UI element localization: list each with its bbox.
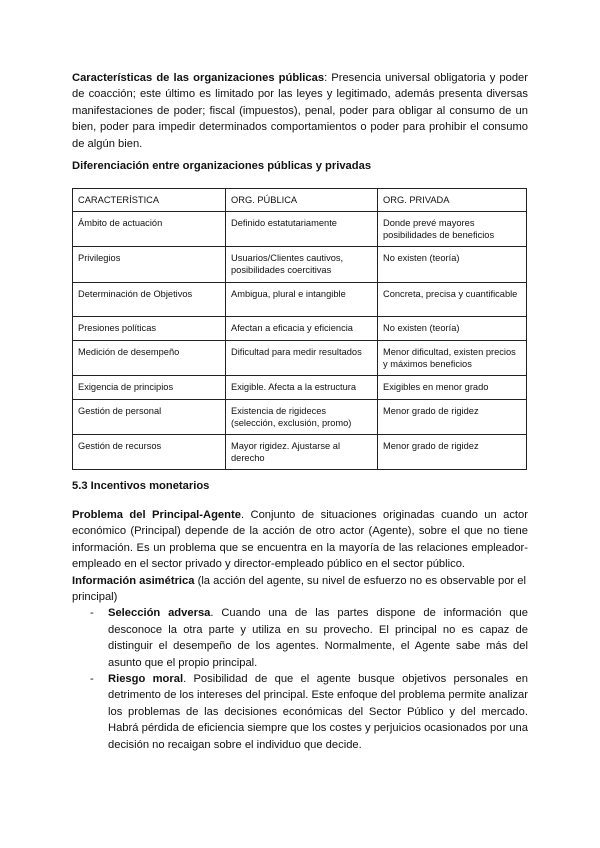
table-row: [73, 434, 527, 469]
table-cell: Donde prevé mayores posibilidades de beneficios: [378, 211, 527, 246]
table-cell: Gestión de recursos: [73, 434, 226, 469]
table-row: [73, 211, 527, 246]
info-asimetrica-text: (la acción del agente, su nivel de esfuerzo no es observable por el principal): [72, 574, 526, 604]
body-section: [72, 507, 528, 753]
table-cell: Usuarios/Clientes cautivos, posibilidades coercitivas: [226, 246, 378, 282]
dash-bullet: -: [90, 673, 94, 686]
info-asimetrica-paragraph: [72, 573, 528, 606]
table-cell: Existencia de rigideces (selección, exclusión, promo): [226, 399, 378, 434]
table-heading: Diferenciación entre organizaciones públicas y privadas: [72, 160, 372, 172]
table-row: [73, 246, 527, 282]
bullet-item: [72, 671, 528, 753]
principal-agente-text: . Conjunto de situaciones originadas cuando un actor económico (Principal) depende de la acción de otro actor (Agente), sobre el que no tiene información. Es un problema que se encuentra en la mayoría de las relaciones empleador-empleado en el sector privado y director-empleado público en el sector público.: [72, 509, 528, 571]
table-cell: No existen (teoría): [378, 316, 527, 340]
table-cell: Exigibles en menor grado: [378, 375, 527, 399]
table-cell: No existen (teoría): [378, 246, 527, 282]
bullet-bold: Riesgo moral: [108, 673, 184, 686]
table-row: [73, 375, 527, 399]
header-cell: ORG. PRIVADA: [378, 189, 527, 212]
bullet-text: . Posibilidad de que el agente busque objetivos personales en detrimento de los intereses del principal. Este enfoque del problema permite analizar los problemas de las decisiones económicas del Sector Público y del mercado. Habrá pérdida de eficiencia siempre que los costes y perjuicios ocasionados por una decisión no recaigan sobre el individuo que decide.: [108, 673, 528, 751]
table-cell: Gestión de personal: [73, 399, 226, 434]
table-cell: Determinación de Objetivos: [73, 282, 226, 316]
table-cell: Menor grado de rigidez: [378, 399, 527, 434]
table-cell: Concreta, precisa y cuantificable: [378, 282, 527, 316]
section-title: 5.3 Incentivos monetarios: [72, 480, 210, 492]
intro-paragraph: [72, 70, 528, 152]
table-cell: Exigencia de principios: [73, 375, 226, 399]
table-cell: Presiones políticas: [73, 316, 226, 340]
principal-agente-bold: Problema del Principal-Agente: [72, 509, 241, 521]
intro-bold: Características de las organizaciones públicas: [72, 72, 325, 84]
dash-bullet: -: [90, 607, 94, 620]
table-cell: Privilegios: [73, 246, 226, 282]
table-cell: Ambigua, plural e intangible: [226, 282, 378, 316]
table-cell: Dificultad para medir resultados: [226, 340, 378, 375]
table-cell: Menor grado de rigidez: [378, 434, 527, 469]
bullet-item: [72, 605, 528, 671]
header-cell: ORG. PÚBLICA: [226, 189, 378, 212]
table-row: [73, 282, 527, 316]
info-asimetrica-bold: Información asimétrica: [72, 574, 195, 587]
bullet-bold: Selección adversa: [108, 607, 211, 620]
header-cell: CARACTERÍSTICA: [73, 189, 226, 212]
table-cell: Mayor rigidez. Ajustarse al derecho: [226, 434, 378, 469]
table-row: [73, 399, 527, 434]
principal-agente-paragraph: [72, 507, 528, 573]
bullet-list: [72, 605, 528, 753]
table-row: [73, 340, 527, 375]
table-cell: Medición de desempeño: [73, 340, 226, 375]
table-cell: Ámbito de actuación: [73, 211, 226, 246]
table-row: [73, 316, 527, 340]
bullet-text: . Cuando una de las partes dispone de información que desconoce la otra parte y utiliza en su provecho. El principal no es capaz de distinguir el desempeño de los agentes. Normalmente, el Agente sabe más del asunto que el propio principal.: [108, 607, 529, 669]
table-cell: Menor dificultad, existen precios y máximos beneficios: [378, 340, 527, 375]
table-header-row: [73, 189, 527, 212]
table-cell: Afectan a eficacia y eficiencia: [226, 316, 378, 340]
comparison-table: [72, 188, 527, 470]
table-cell: Definido estatutariamente: [226, 211, 378, 246]
intro-text: : Presencia universal obligatoria y poder de coacción; este último es limitado por las leyes y legitimado, además presenta diversas manifestaciones de poder; fiscal (impuestos), penal, poder para obligar al consumo de un bien, poder para impedir determinados comportamientos o poder para prohibir el consumo de algún bien.: [72, 72, 529, 150]
table-cell: Exigible. Afecta a la estructura: [226, 375, 378, 399]
